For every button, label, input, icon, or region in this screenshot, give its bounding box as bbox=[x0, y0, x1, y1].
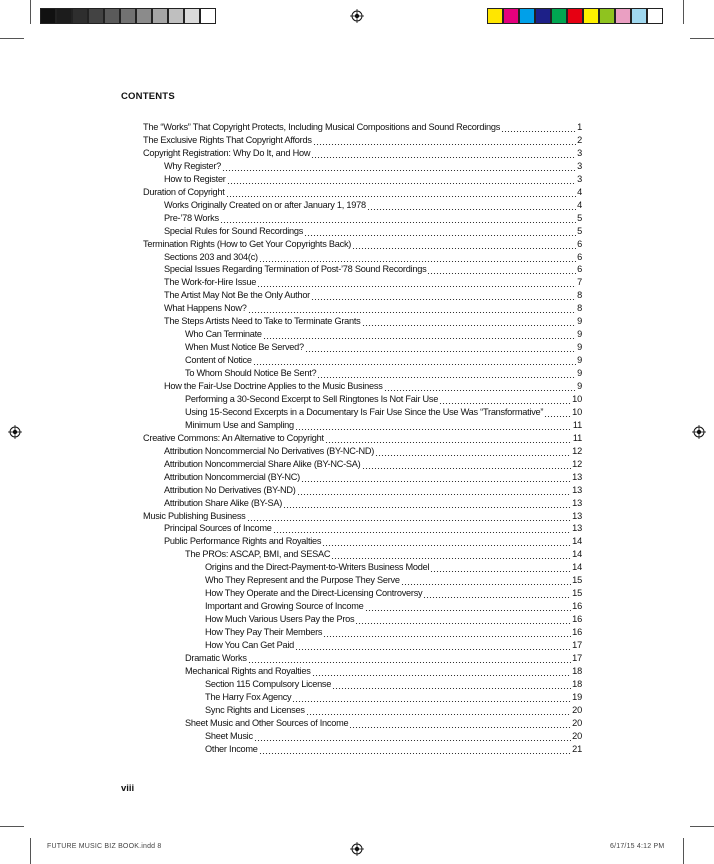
toc-entry-title: Section 115 Compulsory License bbox=[205, 678, 332, 689]
toc-entry bbox=[143, 432, 582, 445]
color-swatch bbox=[583, 8, 599, 24]
color-swatch bbox=[599, 8, 615, 24]
color-swatch bbox=[88, 8, 104, 24]
toc-entry-page: 3 bbox=[577, 160, 582, 171]
crop-mark-top-left-v bbox=[30, 0, 31, 24]
toc-entry bbox=[164, 276, 582, 289]
color-swatch bbox=[615, 8, 631, 24]
dot-leader bbox=[367, 202, 576, 212]
dot-leader bbox=[304, 228, 576, 238]
toc-entry-page: 8 bbox=[577, 303, 582, 314]
toc-entry bbox=[205, 704, 582, 717]
color-swatch bbox=[535, 8, 551, 24]
toc-entry bbox=[205, 678, 582, 691]
dot-leader bbox=[257, 279, 576, 289]
registration-mark-right-icon bbox=[692, 425, 706, 439]
dot-leader bbox=[254, 733, 571, 743]
toc-entry-page: 6 bbox=[577, 264, 582, 275]
toc-entry-title: Pre-’78 Works bbox=[164, 212, 219, 223]
toc-entry-page: 21 bbox=[572, 743, 582, 754]
toc-entry bbox=[205, 743, 582, 756]
dot-leader bbox=[439, 396, 571, 406]
toc-entry bbox=[143, 510, 582, 523]
toc-entry bbox=[164, 225, 582, 238]
toc-entry bbox=[164, 315, 582, 328]
toc-entry-page: 13 bbox=[572, 484, 582, 495]
color-swatch bbox=[136, 8, 152, 24]
slug-timestamp: 6/17/15 4:12 PM bbox=[610, 843, 665, 850]
toc-entry-title: Sections 203 and 304(c) bbox=[164, 251, 258, 262]
dot-leader bbox=[227, 176, 576, 186]
toc-entry-title: Using 15-Second Excerpts in a Documentary Is Fair Use Since the Use Was “Transformative” bbox=[185, 406, 544, 417]
color-swatch bbox=[551, 8, 567, 24]
toc-entry bbox=[164, 445, 582, 458]
color-swatch bbox=[56, 8, 72, 24]
dot-leader bbox=[430, 564, 571, 574]
toc-entry bbox=[143, 147, 582, 160]
toc-entry bbox=[164, 471, 582, 484]
toc-entry-page: 6 bbox=[577, 238, 582, 249]
dot-leader bbox=[317, 370, 576, 380]
page-number: viii bbox=[121, 783, 135, 794]
toc-entry-title: Attribution No Derivatives (BY-ND) bbox=[164, 484, 296, 495]
dot-leader bbox=[365, 603, 572, 613]
toc-entry bbox=[164, 199, 582, 212]
toc-entry-page: 9 bbox=[577, 368, 582, 379]
toc-entry-page: 16 bbox=[572, 614, 582, 625]
toc-entry bbox=[143, 186, 582, 199]
toc-entry-title: When Must Notice Be Served? bbox=[185, 342, 304, 353]
toc-entry bbox=[205, 574, 582, 587]
toc-entry bbox=[205, 613, 582, 626]
toc-entry bbox=[164, 484, 582, 497]
toc-entry-page: 17 bbox=[572, 652, 582, 663]
toc-entry bbox=[164, 522, 582, 535]
toc-entry bbox=[185, 328, 582, 341]
toc-entry-title: Public Performance Rights and Royalties bbox=[164, 536, 322, 547]
toc-entry-page: 12 bbox=[572, 445, 582, 456]
toc-entry-page: 15 bbox=[572, 575, 582, 586]
color-swatch bbox=[503, 8, 519, 24]
toc-entry bbox=[185, 548, 582, 561]
toc-entry-page: 5 bbox=[577, 212, 582, 223]
toc-entry-title: Special Rules for Sound Recordings bbox=[164, 225, 304, 236]
crop-mark-top-left bbox=[0, 38, 24, 39]
toc-entry bbox=[185, 393, 582, 406]
toc-entry-page: 12 bbox=[572, 458, 582, 469]
toc-entry-page: 18 bbox=[572, 665, 582, 676]
dot-leader bbox=[311, 292, 576, 302]
crop-mark-top-right bbox=[690, 38, 714, 39]
toc-entry-page: 20 bbox=[572, 704, 582, 715]
toc-entry bbox=[143, 134, 582, 147]
toc-entry bbox=[205, 639, 582, 652]
color-swatch bbox=[647, 8, 663, 24]
dot-leader bbox=[323, 629, 571, 639]
dot-leader bbox=[362, 461, 572, 471]
toc-entry-page: 13 bbox=[572, 523, 582, 534]
dot-leader bbox=[501, 124, 576, 134]
dot-leader bbox=[306, 707, 571, 717]
color-swatch bbox=[631, 8, 647, 24]
color-swatch bbox=[519, 8, 535, 24]
toc-entry-title: Content of Notice bbox=[185, 355, 252, 366]
process-color-bar bbox=[487, 8, 663, 24]
toc-entry bbox=[185, 341, 582, 354]
color-swatch bbox=[487, 8, 503, 24]
toc-entry-page: 17 bbox=[572, 640, 582, 650]
crop-mark-bottom-right bbox=[690, 826, 714, 827]
toc-entry-title: The “Works” That Copyright Protects, Including Musical Compositions and Sound Recordings bbox=[143, 122, 501, 132]
toc-entry-title: The Steps Artists Need to Take to Terminate Grants bbox=[164, 316, 361, 327]
registration-mark-top-icon bbox=[350, 9, 364, 23]
dot-leader bbox=[301, 474, 571, 484]
dot-leader bbox=[292, 694, 571, 704]
toc-entry-page: 18 bbox=[572, 678, 582, 689]
toc-entry-title: Termination Rights (How to Get Your Copyrights Back) bbox=[143, 238, 352, 249]
dot-leader bbox=[355, 616, 571, 626]
toc-entry-page: 13 bbox=[572, 471, 582, 482]
slug-file-name: FUTURE MUSIC BIZ BOOK.indd 8 bbox=[47, 843, 162, 850]
toc-entry-title: Copyright Registration: Why Do It, and How bbox=[143, 147, 311, 158]
toc-entry-title: Special Issues Regarding Termination of Post-’78 Sound Recordings bbox=[164, 264, 427, 275]
toc-entry-title: Sheet Music bbox=[205, 730, 253, 741]
toc-entry-page: 14 bbox=[572, 536, 582, 547]
toc-entry-title: How They Pay Their Members bbox=[205, 627, 323, 638]
toc-entry-title: Why Register? bbox=[164, 160, 221, 171]
dot-leader bbox=[544, 409, 571, 419]
dot-leader bbox=[220, 215, 576, 225]
dot-leader bbox=[401, 577, 571, 587]
toc-entry bbox=[185, 406, 582, 419]
toc-entry-title: Dramatic Works bbox=[185, 652, 247, 663]
toc-entry-title: What Happens Now? bbox=[164, 303, 247, 314]
toc-entry-title: Origins and the Direct-Payment-to-Writers Business Model bbox=[205, 562, 430, 573]
color-swatch bbox=[120, 8, 136, 24]
color-swatch bbox=[184, 8, 200, 24]
toc-entry-page: 9 bbox=[577, 316, 582, 327]
toc-entry-title: Mechanical Rights and Royalties bbox=[185, 665, 311, 676]
toc-entry bbox=[185, 419, 582, 432]
toc-entry-page: 4 bbox=[577, 186, 582, 197]
dot-leader bbox=[259, 254, 576, 264]
toc-entry-page: 2 bbox=[577, 134, 582, 145]
toc-entry-page: 9 bbox=[577, 342, 582, 353]
dot-leader bbox=[313, 137, 576, 147]
toc-entry-page: 19 bbox=[572, 691, 582, 702]
toc-entry-title: Important and Growing Source of Income bbox=[205, 601, 364, 612]
toc-entry bbox=[164, 289, 582, 302]
toc-entry-title: The Artist May Not Be the Only Author bbox=[164, 290, 310, 301]
toc-entry bbox=[164, 458, 582, 471]
dot-leader bbox=[312, 668, 572, 678]
toc-entry bbox=[185, 665, 582, 678]
grayscale-color-bar bbox=[40, 8, 216, 24]
registration-mark-bottom-icon bbox=[350, 842, 364, 856]
dot-leader bbox=[362, 318, 577, 328]
toc-entry bbox=[164, 212, 582, 225]
toc-entry-title: Creative Commons: An Alternative to Copyright bbox=[143, 432, 324, 443]
toc-entry-title: Sheet Music and Other Sources of Income bbox=[185, 717, 349, 728]
toc-entry-page: 20 bbox=[572, 730, 582, 741]
toc-entry-title: Music Publishing Business bbox=[143, 510, 246, 521]
toc-entry-title: How the Fair-Use Doctrine Applies to the Music Business bbox=[164, 381, 383, 391]
dot-leader bbox=[295, 642, 571, 652]
toc-entry-title: How You Can Get Paid bbox=[205, 640, 294, 650]
dot-leader bbox=[331, 551, 571, 561]
dot-leader bbox=[263, 331, 576, 341]
toc-entry-title: Attribution Noncommercial Share Alike (BY-NC-SA) bbox=[164, 458, 361, 469]
toc-entry-title: Other Income bbox=[205, 743, 258, 754]
toc-entry-page: 9 bbox=[577, 381, 582, 391]
toc-entry-title: Attribution Noncommercial No Derivatives (BY-NC-ND) bbox=[164, 445, 375, 456]
toc-entry-page: 3 bbox=[577, 173, 582, 184]
toc-entry-page: 14 bbox=[572, 562, 582, 573]
dot-leader bbox=[273, 525, 572, 535]
toc-entry-title: Minimum Use and Sampling bbox=[185, 419, 294, 430]
toc-entry-page: 14 bbox=[572, 549, 582, 560]
toc-entry-title: Principal Sources of Income bbox=[164, 523, 272, 534]
dot-leader bbox=[311, 150, 576, 160]
color-swatch bbox=[104, 8, 120, 24]
toc-entry-page: 5 bbox=[577, 225, 582, 236]
toc-entry bbox=[164, 497, 582, 510]
dot-leader bbox=[222, 163, 576, 173]
toc-entry-page: 9 bbox=[577, 329, 582, 340]
toc-entry bbox=[205, 691, 582, 704]
toc-entry bbox=[164, 380, 582, 393]
dot-leader bbox=[384, 383, 576, 393]
toc-entry-title: How Much Various Users Pay the Pros bbox=[205, 614, 355, 625]
toc-entry-page: 16 bbox=[572, 627, 582, 638]
toc-entry-page: 10 bbox=[572, 406, 582, 417]
toc-entry-title: Who Can Terminate bbox=[185, 329, 262, 340]
toc-entry-title: The PROs: ASCAP, BMI, and SESAC bbox=[185, 549, 331, 560]
toc-entry-title: The Exclusive Rights That Copyright Affords bbox=[143, 134, 312, 145]
dot-leader bbox=[352, 241, 576, 251]
toc-entry bbox=[205, 587, 582, 600]
dot-leader bbox=[305, 344, 576, 354]
toc-entry bbox=[185, 354, 582, 367]
toc-entry bbox=[164, 302, 582, 315]
toc-entry bbox=[205, 626, 582, 639]
toc-entry-title: To Whom Should Notice Be Sent? bbox=[185, 368, 317, 379]
toc-entry-title: Who They Represent and the Purpose They Serve bbox=[205, 575, 400, 586]
toc-entry-title: The Work-for-Hire Issue bbox=[164, 277, 257, 288]
toc-entry bbox=[205, 600, 582, 613]
crop-mark-bottom-left-v bbox=[30, 838, 31, 864]
dot-leader bbox=[325, 435, 572, 445]
toc-entry bbox=[205, 561, 582, 574]
toc-entry-title: Performing a 30-Second Excerpt to Sell Ringtones Is Not Fair Use bbox=[185, 393, 439, 404]
toc-entry bbox=[185, 652, 582, 665]
dot-leader bbox=[248, 305, 577, 315]
toc-entry-page: 13 bbox=[572, 497, 582, 508]
dot-leader bbox=[423, 590, 571, 600]
toc-entry bbox=[164, 535, 582, 548]
dot-leader bbox=[295, 422, 572, 432]
color-swatch bbox=[72, 8, 88, 24]
dot-leader bbox=[248, 655, 572, 665]
registration-mark-left-icon bbox=[8, 425, 22, 439]
toc-entry-page: 1 bbox=[577, 122, 582, 132]
toc-entry-title: Attribution Noncommercial (BY-NC) bbox=[164, 471, 300, 482]
toc-entry-page: 11 bbox=[572, 432, 582, 443]
color-swatch bbox=[168, 8, 184, 24]
toc-entry-title: Duration of Copyright bbox=[143, 186, 225, 197]
dot-leader bbox=[427, 266, 576, 276]
toc-entry-page: 16 bbox=[572, 601, 582, 612]
toc-entry bbox=[164, 160, 582, 173]
toc-entry-page: 20 bbox=[572, 717, 582, 728]
toc-entry-page: 3 bbox=[577, 147, 582, 158]
dot-leader bbox=[375, 448, 571, 458]
color-swatch bbox=[200, 8, 216, 24]
crop-mark-bottom-right-v bbox=[683, 838, 684, 864]
toc-entry bbox=[205, 730, 582, 743]
dot-leader bbox=[226, 189, 577, 199]
toc-entry bbox=[143, 121, 582, 134]
color-swatch bbox=[40, 8, 56, 24]
dot-leader bbox=[247, 513, 572, 523]
color-swatch bbox=[567, 8, 583, 24]
toc-entry-title: How to Register bbox=[164, 173, 226, 184]
dot-leader bbox=[253, 357, 576, 367]
toc-entry-page: 10 bbox=[572, 393, 582, 404]
toc-entry bbox=[143, 238, 582, 251]
page-title: CONTENTS bbox=[121, 91, 175, 102]
toc-entry-page: 8 bbox=[577, 290, 582, 301]
toc-entry-page: 4 bbox=[577, 199, 582, 210]
toc-entry bbox=[164, 251, 582, 264]
toc-entry-title: How They Operate and the Direct-Licensing Controversy bbox=[205, 588, 423, 599]
toc-entry bbox=[185, 367, 582, 380]
toc-entry-title: The Harry Fox Agency bbox=[205, 691, 292, 702]
toc-entry-title: Works Originally Created on or after January 1, 1978 bbox=[164, 199, 366, 210]
crop-mark-bottom-left bbox=[0, 826, 24, 827]
dot-leader bbox=[297, 487, 572, 497]
toc-entry bbox=[185, 717, 582, 730]
toc-entry-page: 9 bbox=[577, 355, 582, 366]
toc-entry-page: 7 bbox=[577, 277, 582, 288]
toc-entry-page: 15 bbox=[572, 588, 582, 599]
dot-leader bbox=[283, 500, 571, 510]
toc-entry-title: Attribution Share Alike (BY-SA) bbox=[164, 497, 283, 508]
dot-leader bbox=[322, 538, 571, 548]
dot-leader bbox=[332, 681, 571, 691]
toc-entry bbox=[164, 263, 582, 276]
toc-entry-page: 6 bbox=[577, 251, 582, 262]
toc-entry-title: Sync Rights and Licenses bbox=[205, 704, 305, 715]
toc-entry bbox=[164, 173, 582, 186]
color-swatch bbox=[152, 8, 168, 24]
toc-entry-page: 11 bbox=[572, 419, 582, 430]
dot-leader bbox=[349, 720, 571, 730]
dot-leader bbox=[259, 746, 572, 756]
toc-entry-page: 13 bbox=[572, 510, 582, 521]
crop-mark-top-right-v bbox=[683, 0, 684, 24]
